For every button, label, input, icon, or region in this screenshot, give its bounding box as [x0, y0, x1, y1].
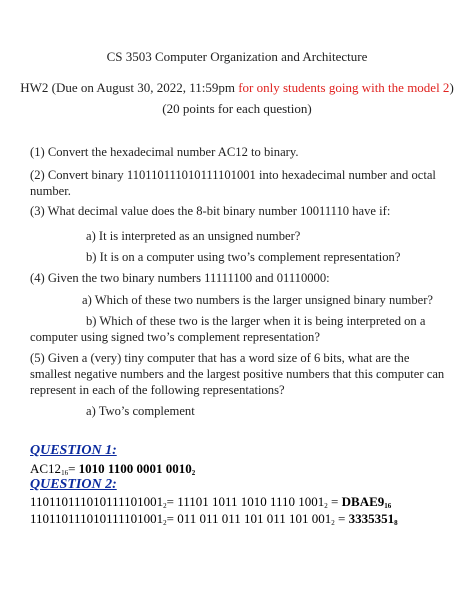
answer-1 [30, 461, 195, 477]
answer-2-binary-octal: 110110111010111101001 [30, 511, 164, 526]
question-3a: a) It is interpreted as an unsigned number? [86, 229, 301, 243]
answer-2-grouping: = 11101 1011 1010 1110 1001 [166, 494, 325, 509]
answer-2-equals: = [327, 494, 342, 509]
hw-title-text: HW2 (Due on August 30, 2022, 11:59pm [20, 80, 239, 95]
answer-1-equals: = [68, 461, 79, 476]
answer-2-octal-equals: = [334, 511, 349, 526]
answer-2-octal-grouping-base: 2 [331, 519, 335, 527]
answer-1-hex-base: 16 [61, 469, 69, 477]
answer-2-octal-result: 3335351 [348, 511, 395, 526]
question-5-line2: smallest negative numbers and the largest positive numbers that this computer can [30, 367, 445, 381]
question-4: (4) Given the two binary numbers 11111100 and 01110000: [30, 271, 330, 285]
question-4b-line2: computer using signed two’s complement representation? [30, 330, 320, 344]
points-note: (20 points for each question) [162, 101, 312, 116]
hw-title-note: for only students going with the model 2 [238, 80, 450, 95]
answer-2-octal-line [30, 511, 398, 527]
question-5-line3: represent in each of the following representations? [30, 383, 285, 397]
question-2-line2: number. [30, 184, 71, 198]
answer-1-binary: 1010 1100 0001 0010 [78, 461, 192, 476]
answer-2-grouping-base: 2 [324, 502, 328, 510]
question-4b-line1: b) Which of these two is the larger when it is being interpreted on a [86, 314, 426, 328]
hw-title [0, 80, 474, 96]
question-3: (3) What decimal value does the 8-bit binary number 10011110 have if: [30, 204, 391, 218]
question-4a: a) Which of these two numbers is the larger unsigned binary number? [82, 293, 434, 307]
answer-2-heading: QUESTION 2: [30, 477, 117, 492]
answer-2-hex-result: DBAE9 [341, 494, 385, 509]
question-5-line1: (5) Given a (very) tiny computer that has a word size of 6 bits, what are the [30, 351, 410, 365]
question-1: (1) Convert the hexadecimal number AC12 to binary. [30, 145, 299, 159]
answer-2-binary-octal-base: 2 [163, 519, 167, 527]
question-3b: b) It is on a computer using two’s complement representation? [86, 250, 401, 264]
answer-1-heading: QUESTION 1: [30, 443, 117, 458]
answer-2-binary-base: 2 [163, 502, 167, 510]
answer-1-hex: AC12 [30, 461, 62, 476]
course-title: CS 3503 Computer Organization and Architecture [106, 49, 368, 64]
hw-title-close: ) [449, 80, 454, 95]
answer-2-binary: 110110111010111101001 [30, 494, 164, 509]
question-2-line1: (2) Convert binary 110110111010111101001 into hexadecimal number and octal [30, 168, 436, 182]
answer-2-octal-grouping: = 011 011 011 101 011 101 001 [166, 511, 332, 526]
answer-2-octal-result-base: 8 [394, 519, 398, 527]
answer-2-hex-result-base: 16 [384, 502, 392, 510]
answer-1-binary-base: 2 [191, 469, 196, 477]
question-5a: a) Two’s complement [86, 404, 195, 418]
answer-2-hex-line [30, 494, 391, 510]
